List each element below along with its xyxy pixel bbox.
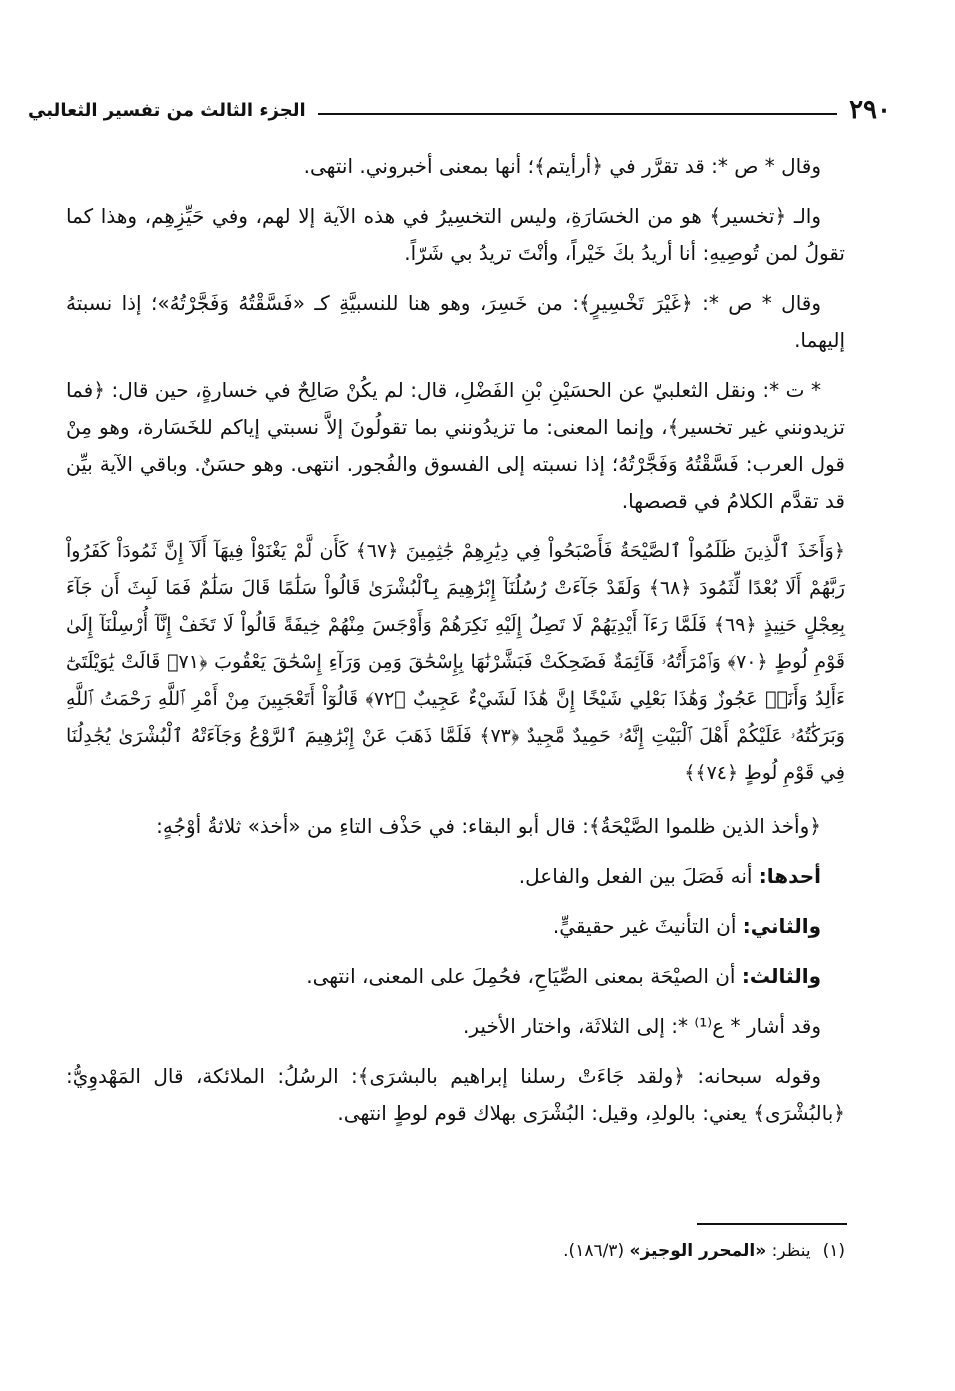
footnote [563,1236,845,1266]
page-number: ٢٩٠ [849,95,891,125]
main-text [66,148,845,1145]
header-rule [318,113,837,115]
running-title: الجزء الثالث من تفسير الثعالبي [28,99,306,121]
paragraph: * ت *: ونقل الثعلبيّ عن الحسَيْنِ بْنِ الفَضْلِ، قال: لم يكُنْ صَالِحٌ في خسارةٍ، حين قال: ﴿فما تزيدونني غير تخسير﴾، وإنما المعنى: ما تزيدُونني بما تقولُونَ إلاَّ نسبتي إياكم للخَسَارة، وهو مِنْ قول العرب: فَسَّقْتُهُ وَفَجَّرْتُهُ؛ إذا نسبته إلى الفسوق والفُجور. انتهى. وهو حسَنٌ. وباقي الآية بيِّن قد تقدَّم الكلامُ في قصصها. [66,378,845,513]
commentary-intro: ﴿وأخذ الذين ظلموا الصَّيْحَةُ﴾: قال أبو البقاء: في حَذْف التاءِ من «أخذ» ثلاثةُ أوْجُهٍ: [156,814,821,838]
opinion-term: والثاني: [742,914,821,938]
footnote-number: (١) [822,1241,845,1261]
opinion-text: أنه فَصَلَ بين الفعل والفاعل. [518,864,759,888]
footnote-separator [697,1223,847,1225]
paragraph: وقوله سبحانه: ﴿ولقد جَاءَتْ رسلنا إبراهيم بالبشرَى﴾: الرسُلُ: الملائكة، قال المَهْدوِيُّ: ﴿بالبُشْرَى﴾ يعني: بالولدِ، وقيل: البُشْرَى بهلاك قوم لوطٍ انتهى. [66,1064,845,1125]
paragraph: وقد أشار * ع⁽¹⁾ *: إلى الثلاثَة، واختار الأخير. [463,1014,821,1038]
page-header [28,92,891,128]
opinion-text: أن الصيْحَة بمعنى الصِّيَاحِ، فحُمِلَ على المعنى، انتهى. [306,964,742,988]
quran-passage: ﴿وَأَخَذَ ٱلَّذِينَ ظَلَمُواْ ٱلصَّيْحَةُ فَأَصْبَحُواْ فِي دِيَٰرِهِمْ جَٰثِمِينَ ﴿٦٧﴾ كَأَن لَّمْ يَغْنَوْاْ فِيهَآ أَلَآ إِنَّ ثَمُودَاْ كَفَرُواْ رَبَّهُمْ أَلَا بُعْدًا لِّثَمُودَ ﴿٦٨﴾ وَلَقَدْ جَآءَتْ رُسُلُنَآ إِبْرَٰهِيمَ بِٱلْبُشْرَىٰ قَالُواْ سَلَٰمًا قَالَ سَلَٰمٌ فَمَا لَبِثَ أَن جَآءَ بِعِجْلٍ حَنِيذٍ ﴿٦٩﴾ فَلَمَّا رَءَآ أَيْدِيَهُمْ لَا تَصِلُ إِلَيْهِ نَكِرَهُمْ وَأَوْجَسَ مِنْهُمْ خِيفَةً قَالُواْ لَا تَخَفْ إِنَّآ أُرْسِلْنَآ إِلَىٰ قَوْمِ لُوطٍ ﴿٧٠﴾ وَٱمْرَأَتُهُۥ قَآئِمَةٌ فَضَحِكَتْ فَبَشَّرْنَٰهَا بِإِسْحَٰقَ وَمِن وَرَآءِ إِسْحَٰقَ يَعْقُوبَ ﴿٧١﴾ قَالَتْ يَٰوَيْلَتَىٰٓ ءَأَلِدُ وَأَنَا۠ عَجُوزٌ وَهَٰذَا بَعْلِي شَيْخًا إِنَّ هَٰذَا لَشَيْءٌ عَجِيبٌ ﴿٧٢﴾ قَالُوٓاْ أَتَعْجَبِينَ مِنْ أَمْرِ ٱللَّهِ رَحْمَتُ ٱللَّهِ وَبَرَكَٰتُهُۥ عَلَيْكُمْ أَهْلَ ٱلْبَيْتِ إِنَّهُۥ حَمِيدٌ مَّجِيدٌ ﴿٧٣﴾ فَلَمَّا ذَهَبَ عَنْ إِبْرَٰهِيمَ ٱلرَّوْعُ وَجَآءَتْهُ ٱلْبُشْرَىٰ يُجَٰدِلُنَا فِي قَوْمِ لُوطٍ ﴿٧٤﴾﴾ [66,540,846,784]
paragraph: وقال * ص *: ﴿غَيْرَ تَخْسِيرٍ﴾: من خَسِرَ، وهو هنا للنسبيَّةِ كـ «فَسَّقْتُهُ وَفَجَّرْتُهُ»؛ إذا نسبتهُ إليهما. [66,291,845,352]
opinion-item [66,858,845,895]
opinion-term: أحدها: [758,864,821,888]
footnote-reference: «المحرر الوجيز» [629,1241,767,1261]
opinion-text: أن التأنيثَ غير حقيقيٍّ. [552,914,743,938]
opinion-item [66,908,845,945]
paragraph: وقال * ص *: قد تقرَّر في ﴿أرأيتم﴾؛ أنها بمعنى أخبروني. انتهى. [303,154,821,178]
opinion-term: والثالث: [741,964,821,988]
paragraph: والـ ﴿تخسير﴾ هو من الخسَارَةِ، وليس التخسِيرُ في هذه الآية إلا لهم، وفي حَيِّزِهِم، وهذا كما تقولُ لمن تُوصِيهِ: أنا أريدُ بكَ خَيْراً، وأنْتَ تريدُ بي شَرّاً. [66,204,845,265]
opinion-item [66,958,845,995]
footnote-prefix: ينظر: [766,1241,811,1261]
footnote-suffix: (١٨٦/٣). [563,1241,630,1261]
